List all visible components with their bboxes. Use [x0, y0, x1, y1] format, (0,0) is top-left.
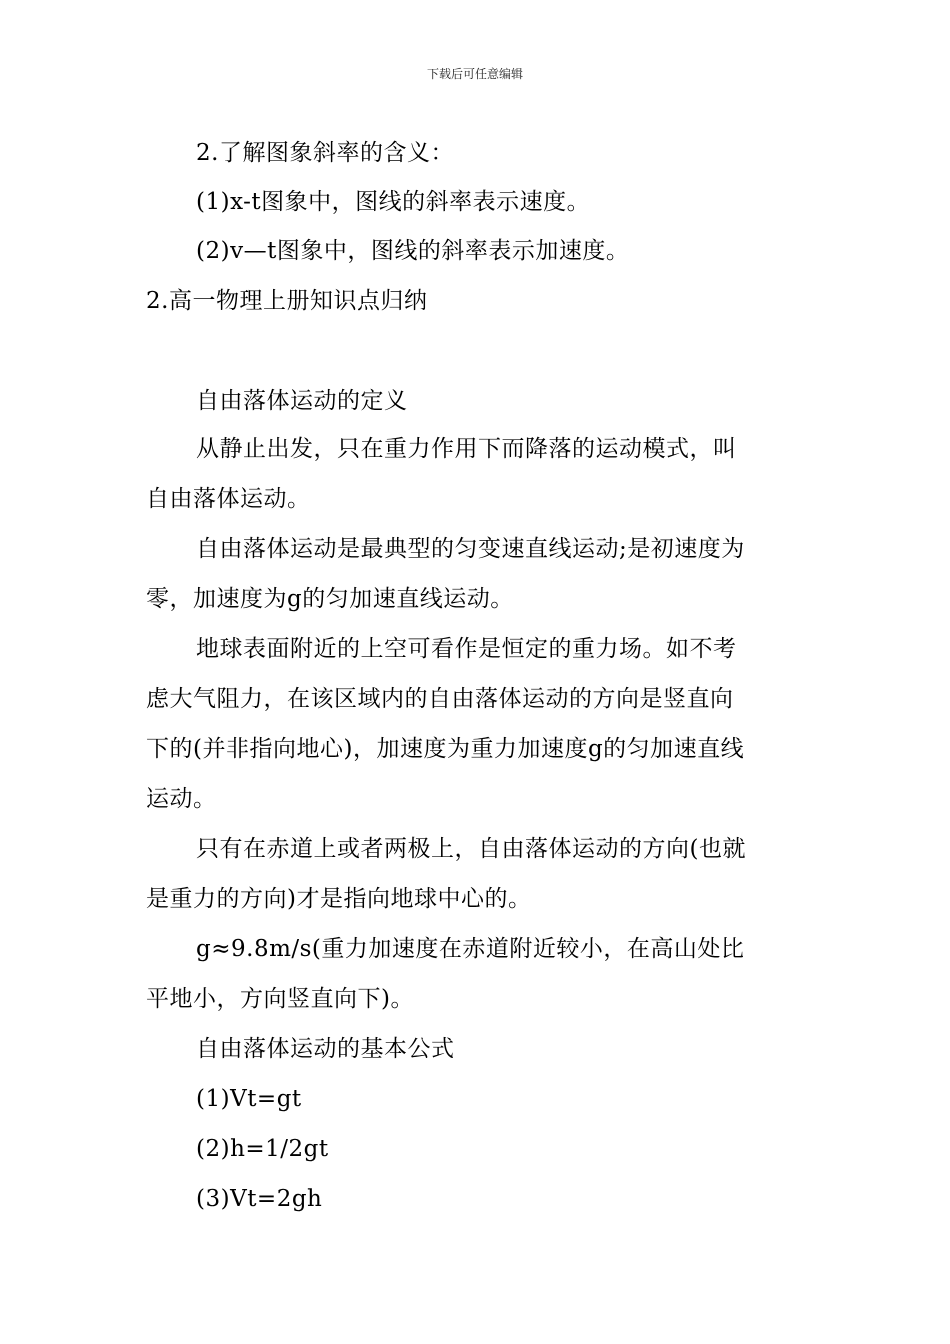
- subheading-basic-formulas: 自由落体运动的基本公式: [196, 1036, 455, 1062]
- paragraph-line: 运动。: [146, 786, 217, 812]
- paragraph-line: 下的(并非指向地心)，加速度为重力加速度g的匀加速直线: [146, 736, 745, 762]
- paragraph-line: 只有在赤道上或者两极上，自由落体运动的方向(也就: [196, 836, 746, 862]
- list-item-xt-slope: (1)x-t图象中，图线的斜率表示速度。: [196, 189, 591, 215]
- formula-item: (3)Vt=2gh: [196, 1186, 323, 1212]
- subheading-free-fall-definition: 自由落体运动的定义: [196, 388, 408, 414]
- paragraph-line: 从静止出发，只在重力作用下而降落的运动模式，叫: [196, 436, 737, 462]
- section-heading: 2.高一物理上册知识点归纳: [146, 288, 428, 314]
- list-item-vt-slope: (2)v—t图象中，图线的斜率表示加速度。: [196, 238, 630, 264]
- paragraph-line: 平地小，方向竖直向下)。: [146, 986, 414, 1012]
- paragraph-line: 虑大气阻力，在该区域内的自由落体运动的方向是竖直向: [146, 686, 734, 712]
- list-item-slope-meaning: 2.了解图象斜率的含义：: [196, 140, 454, 166]
- formula-item: (2)h=1/2gt: [196, 1136, 329, 1162]
- paragraph-line: 地球表面附近的上空可看作是恒定的重力场。如不考: [196, 636, 737, 662]
- paragraph-line: 零，加速度为g的匀加速直线运动。: [146, 586, 514, 612]
- paragraph-line: g≈9.8m/s(重力加速度在赤道附近较小，在高山处比: [196, 936, 745, 962]
- paragraph-line: 自由落体运动。: [146, 486, 311, 512]
- paragraph-line: 自由落体运动是最典型的匀变速直线运动;是初速度为: [196, 536, 745, 562]
- paragraph-line: 是重力的方向)才是指向地球中心的。: [146, 886, 532, 912]
- formula-item: (1)Vt=gt: [196, 1086, 302, 1112]
- page-header: 下载后可任意编辑: [426, 67, 523, 81]
